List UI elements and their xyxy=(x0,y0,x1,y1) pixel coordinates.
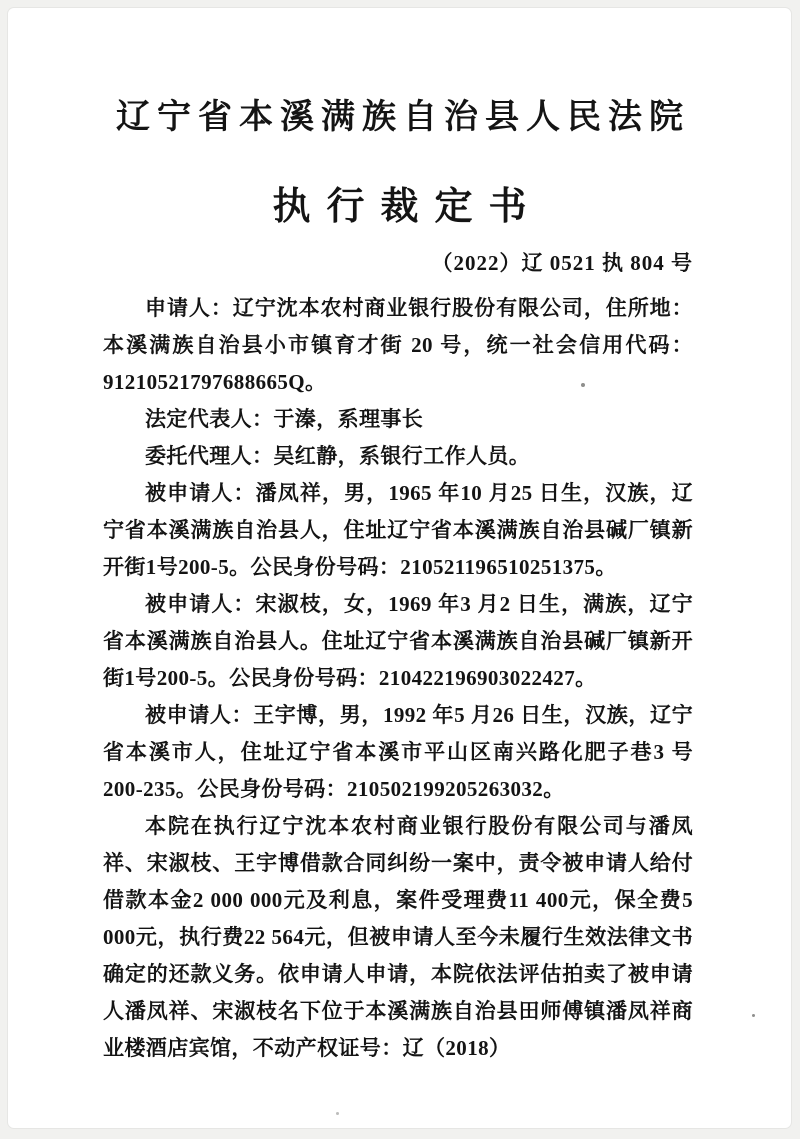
document-title: 执行裁定书 xyxy=(272,186,543,228)
paragraph-respondent-2: 被申请人：宋淑枝，女，1969 年3 月2 日生，满族，辽宁省本溪满族自治县人。住址辽宁省本溪满族自治县碱厂镇新开街1号200-5。公民身份号码：210422196903022427。 xyxy=(103,592,693,690)
court-name-heading: 辽宁省本溪满族自治县人民法院 xyxy=(116,99,690,136)
paragraph-respondent-1: 被申请人：潘凤祥，男，1965 年10 月25 日生，汉族，辽宁省本溪满族自治县人，住址辽宁省本溪满族自治县碱厂镇新开街1号200-5。公民身份号码：210521196510251375。 xyxy=(103,481,693,579)
document-body xyxy=(103,290,693,1067)
paragraph-entrusted-agent: 委托代理人：吴红静，系银行工作人员。 xyxy=(145,444,531,468)
document-page xyxy=(8,8,791,1128)
scan-speck xyxy=(752,1014,755,1017)
paragraph-applicant: 申请人：辽宁沈本农村商业银行股份有限公司，住所地：本溪满族自治县小市镇育才街 20 号，统一社会信用代码：91210521797688665Q。 xyxy=(103,296,693,394)
scan-speck xyxy=(336,1112,339,1115)
scan-speck xyxy=(581,383,585,387)
paragraph-case-findings: 本院在执行辽宁沈本农村商业银行股份有限公司与潘凤祥、宋淑枝、王宇博借款合同纠纷一案中，责令被申请人给付借款本金2 000 000元及利息，案件受理费11 400元，保全费5 000元，执行费22 564元，但被申请人至今未履行生效法律文书确定的还款义务。依申请人申请，本院依法评估拍卖了被申请人潘凤祥、宋淑枝名下位于本溪满族自治县田师傅镇潘凤祥商业楼酒店宾馆，不动产权证号：辽（2018） xyxy=(103,814,693,1060)
paragraph-respondent-3: 被申请人：王宇博，男，1992 年5 月26 日生，汉族，辽宁省本溪市人，住址辽宁省本溪市平山区南兴路化肥子巷3 号200-235。公民身份号码：210502199205263032。 xyxy=(103,703,693,801)
case-number: （2022）辽 0521 执 804 号 xyxy=(431,251,693,275)
paragraph-legal-representative: 法定代表人：于溱，系理事长 xyxy=(145,407,424,431)
